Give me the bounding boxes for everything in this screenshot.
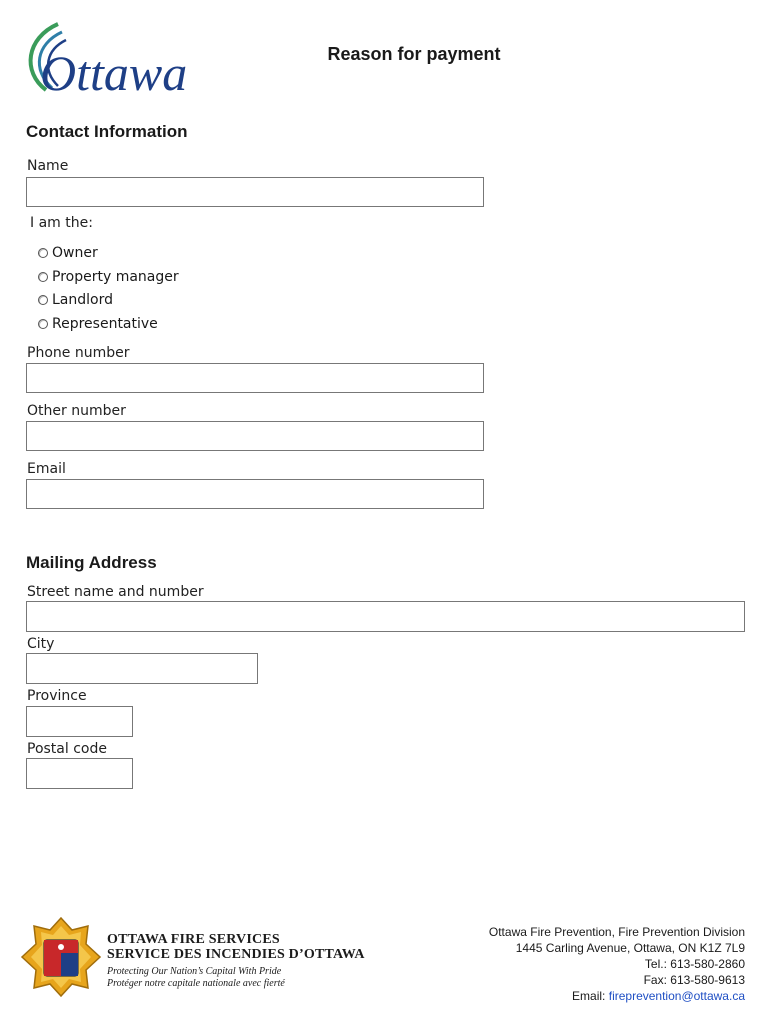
division-fax: Fax: 613-580-9613 <box>643 973 745 987</box>
role-option-landlord[interactable] <box>38 292 113 308</box>
phone-field[interactable] <box>26 363 484 393</box>
tagline-en: Protecting Our Nation’s Capital With Pride <box>107 966 282 977</box>
fire-services-crest <box>20 916 102 998</box>
province-label: Province <box>27 688 87 704</box>
province-field[interactable] <box>26 706 133 737</box>
role-option-owner[interactable] <box>38 245 98 261</box>
other-number-label: Other number <box>27 403 126 419</box>
tagline-fr: Protéger notre capitale nationale avec fierté <box>107 978 285 989</box>
other-number-field[interactable] <box>26 421 484 451</box>
radio-button[interactable] <box>38 248 48 258</box>
fire-crest-icon <box>20 916 102 998</box>
role-label: I am the: <box>30 215 93 231</box>
ottawa-logo <box>18 20 188 100</box>
role-option-representative[interactable] <box>38 316 158 332</box>
org-name-fr: SERVICE DES INCENDIES D’OTTAWA <box>107 947 365 962</box>
role-option-label: Representative <box>52 316 158 332</box>
email-prefix: Email: <box>572 989 609 1003</box>
page-title: Reason for payment <box>327 44 501 64</box>
role-option-label: Property manager <box>52 269 179 285</box>
email-label: Email <box>27 461 66 477</box>
street-field[interactable] <box>26 601 745 632</box>
division-name: Ottawa Fire Prevention, Fire Prevention Division <box>488 925 745 939</box>
street-label: Street name and number <box>27 584 204 600</box>
role-option-label: Owner <box>52 245 98 261</box>
ottawa-logo-icon <box>18 20 188 100</box>
city-field[interactable] <box>26 653 258 684</box>
postal-code-label: Postal code <box>27 741 107 757</box>
phone-label: Phone number <box>27 345 130 361</box>
role-option-property-manager[interactable] <box>38 269 179 285</box>
name-label: Name <box>27 158 69 174</box>
name-field[interactable] <box>26 177 484 207</box>
email-link[interactable]: fireprevention@ottawa.ca <box>608 989 745 1003</box>
division-address: 1445 Carling Avenue, Ottawa, ON K1Z 7L9 <box>515 941 745 955</box>
email-field[interactable] <box>26 479 484 509</box>
radio-button[interactable] <box>38 319 48 329</box>
contact-block <box>489 924 745 1004</box>
city-label: City <box>27 636 55 652</box>
role-option-label: Landlord <box>52 292 113 308</box>
radio-button[interactable] <box>38 295 48 305</box>
contact-section-heading: Contact Information <box>26 122 188 141</box>
postal-code-field[interactable] <box>26 758 133 789</box>
division-email-line <box>489 988 745 1004</box>
mailing-section-heading: Mailing Address <box>26 553 157 572</box>
svg-text:Ottawa: Ottawa <box>40 45 188 100</box>
radio-button[interactable] <box>38 272 48 282</box>
division-tel: Tel.: 613-580-2860 <box>644 957 745 971</box>
org-name-en: OTTAWA FIRE SERVICES <box>107 932 280 947</box>
